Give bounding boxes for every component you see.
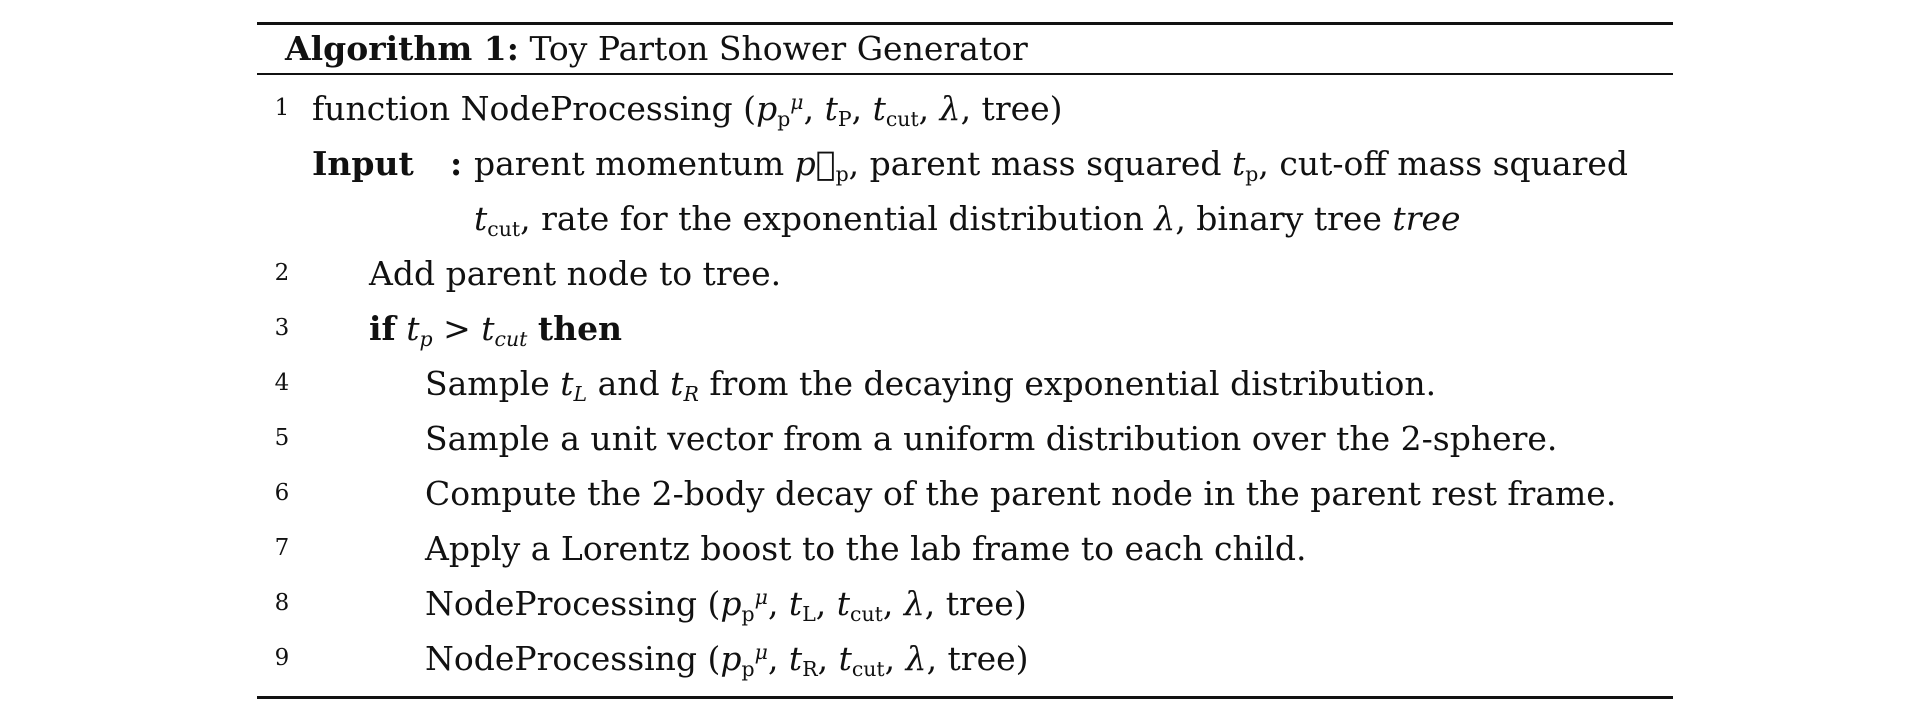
keyword-then: then bbox=[537, 309, 623, 348]
algorithm-line-7 bbox=[257, 521, 1673, 576]
algorithm-line-5 bbox=[257, 411, 1673, 466]
algorithm-line-9 bbox=[257, 631, 1673, 686]
line-number: 9 bbox=[274, 645, 290, 671]
function-signature: function NodeProcessing ($p_p^\mu$, $t_P$, $t_{cut}$, λ, tree) bbox=[312, 89, 1063, 131]
if-statement: if $t_p > t_{cut}$ then bbox=[369, 309, 623, 351]
algorithm-title: Toy Parton Shower Generator bbox=[529, 29, 1028, 68]
algorithm-box bbox=[257, 22, 1673, 699]
algorithm-label: Algorithm 1: bbox=[285, 29, 519, 68]
input-line-continued bbox=[257, 191, 1673, 246]
input-colon: : bbox=[450, 144, 463, 183]
algorithm-line-6 bbox=[257, 466, 1673, 521]
line-number: 8 bbox=[274, 590, 290, 616]
input-label: Input bbox=[312, 144, 414, 183]
line-number: 2 bbox=[274, 260, 290, 286]
statement-text: Sample a unit vector from a uniform distribution over the 2-sphere. bbox=[425, 419, 1558, 458]
line-number: 3 bbox=[274, 315, 290, 341]
algorithm-line-4 bbox=[257, 356, 1673, 411]
algorithm-body bbox=[257, 75, 1673, 686]
statement-text: Apply a Lorentz boost to the lab frame to each child. bbox=[425, 529, 1307, 568]
statement-text: Compute the 2-body decay of the parent node in the parent rest frame. bbox=[425, 474, 1617, 513]
recursive-call-right: NodeProcessing ($p_p^\mu$, $t_R$, $t_{cut}$, λ, tree) bbox=[425, 639, 1029, 681]
algorithm-line-3 bbox=[257, 301, 1673, 356]
keyword-if: if bbox=[369, 309, 396, 348]
algorithm-line-2 bbox=[257, 246, 1673, 301]
input-line bbox=[257, 136, 1673, 191]
line-number: 7 bbox=[274, 535, 290, 561]
algorithm-line-1 bbox=[257, 81, 1673, 136]
statement-text: Add parent node to tree. bbox=[369, 254, 782, 293]
input-description-line-1: parent momentum $p⃗_p$, parent mass squared $t_p$, cut-off mass squared bbox=[474, 144, 1629, 186]
line-number: 4 bbox=[274, 370, 290, 396]
line-number: 1 bbox=[274, 95, 290, 121]
algorithm-line-8 bbox=[257, 576, 1673, 631]
algorithm-caption bbox=[257, 25, 1673, 73]
bottom-rule bbox=[257, 696, 1673, 699]
statement-text: Sample $t_L$ and $t_R$ from the decaying exponential distribution. bbox=[425, 364, 1437, 406]
line-number: 6 bbox=[274, 480, 290, 506]
input-description-line-2: $t_{cut}$, rate for the exponential distribution λ, binary tree tree bbox=[474, 199, 1461, 241]
line-number: 5 bbox=[274, 425, 290, 451]
recursive-call-left: NodeProcessing ($p_p^\mu$, $t_L$, $t_{cut}$, λ, tree) bbox=[425, 584, 1027, 626]
